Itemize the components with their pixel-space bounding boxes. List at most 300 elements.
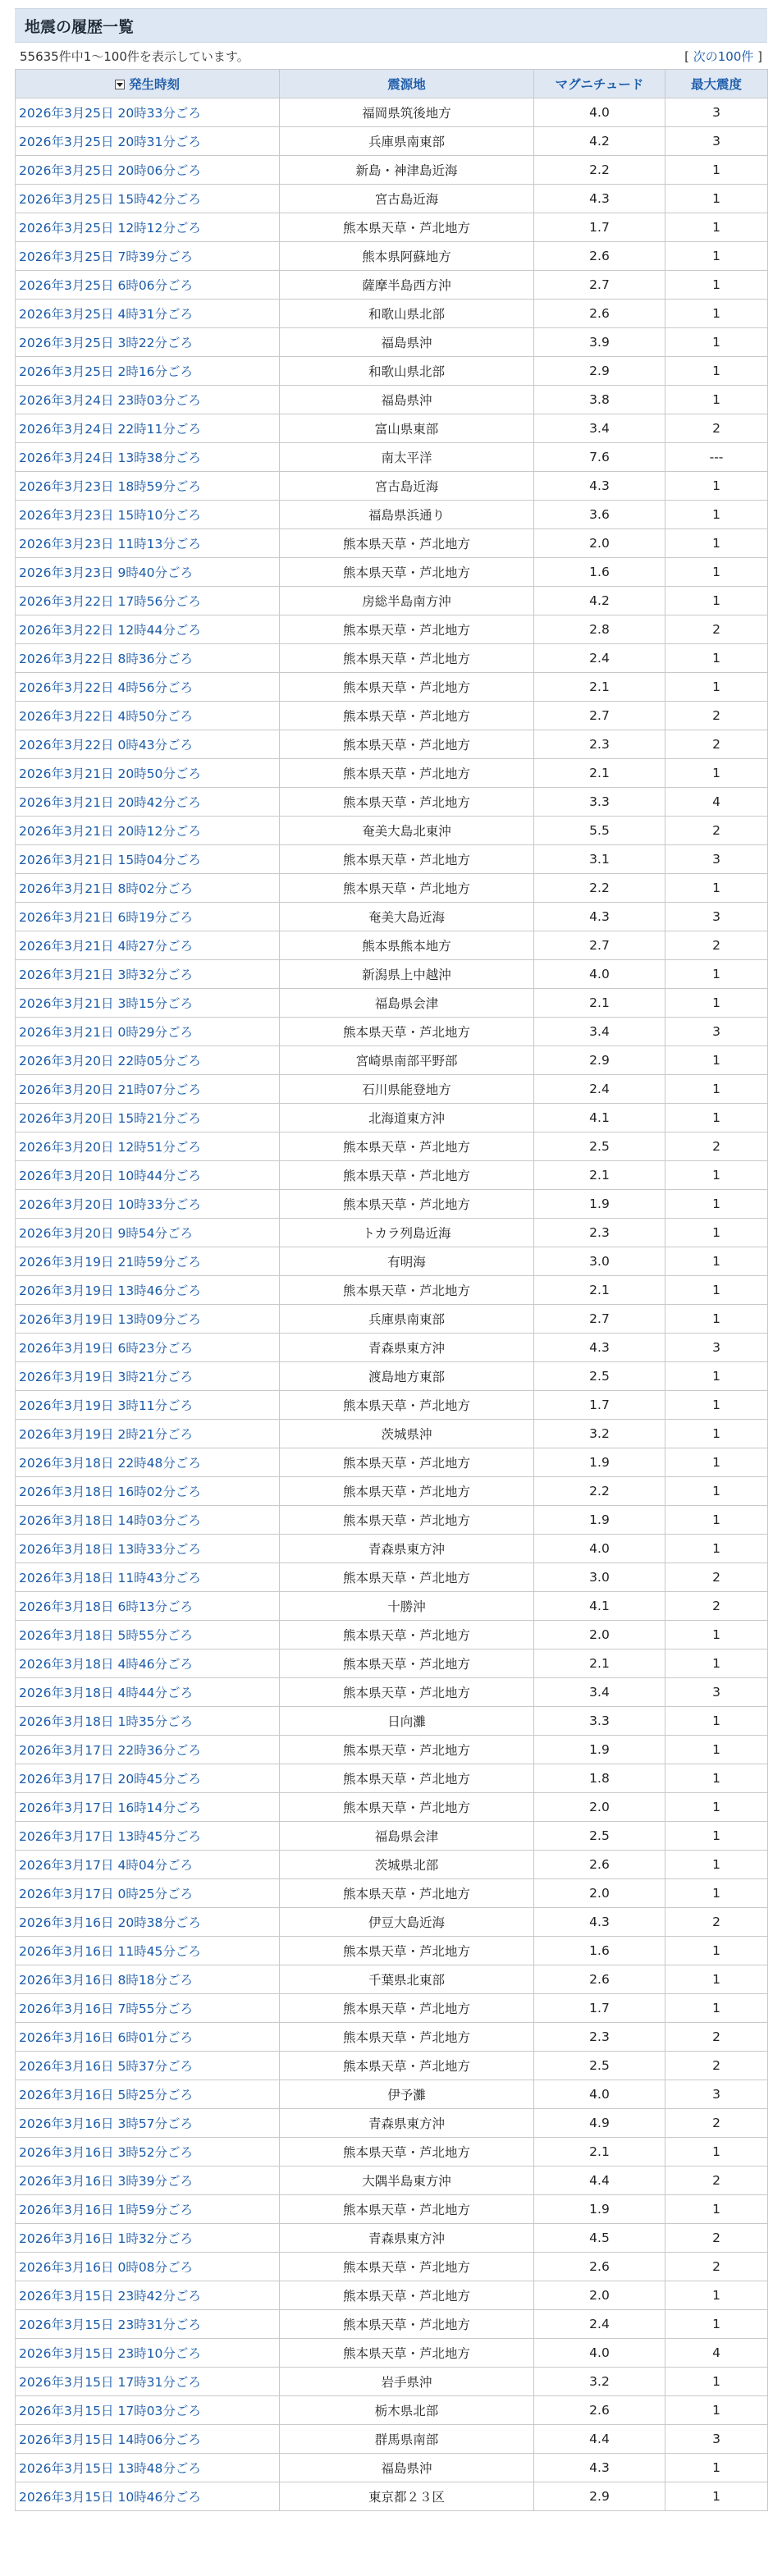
- cell-magnitude: 2.2: [534, 874, 665, 903]
- cell-magnitude: 2.2: [534, 156, 665, 185]
- cell-magnitude: 4.0: [534, 2339, 665, 2368]
- cell-time: [16, 587, 280, 615]
- cell-magnitude: 4.3: [534, 472, 665, 501]
- earthquake-time-link[interactable]: 2026年3月18日 4時46分ごろ: [19, 1657, 194, 1672]
- earthquake-time-link[interactable]: 2026年3月19日 13時46分ごろ: [19, 1283, 201, 1298]
- table-row: [16, 300, 768, 328]
- cell-intensity: 2: [665, 730, 768, 759]
- cell-epicenter: 熊本県天草・芦北地方: [280, 644, 534, 673]
- cell-intensity: 1: [665, 271, 768, 300]
- cell-epicenter: 千葉県北東部: [280, 1965, 534, 1994]
- cell-magnitude: 3.4: [534, 414, 665, 443]
- cell-epicenter: 熊本県天草・芦北地方: [280, 1391, 534, 1420]
- earthquake-time-link[interactable]: 2026年3月19日 13時09分ごろ: [19, 1312, 201, 1327]
- earthquake-time-link[interactable]: 2026年3月16日 11時45分ごろ: [19, 1944, 201, 1959]
- table-row: [16, 2224, 768, 2253]
- cell-magnitude: 4.1: [534, 1592, 665, 1621]
- earthquake-time-link[interactable]: 2026年3月16日 1時32分ごろ: [19, 2231, 194, 2246]
- table-row: [16, 1535, 768, 1563]
- cell-time: [16, 127, 280, 156]
- table-row: [16, 1937, 768, 1965]
- table-row: [16, 529, 768, 558]
- cell-intensity: 1: [665, 1362, 768, 1391]
- table-row: [16, 156, 768, 185]
- cell-magnitude: 2.7: [534, 931, 665, 960]
- table-row: [16, 1822, 768, 1851]
- earthquake-time-link[interactable]: 2026年3月17日 16時14分ごろ: [19, 1800, 201, 1815]
- cell-epicenter: 十勝沖: [280, 1592, 534, 1621]
- cell-intensity: 1: [665, 2482, 768, 2511]
- cell-epicenter: 熊本県天草・芦北地方: [280, 1018, 534, 1046]
- cell-time: [16, 386, 280, 414]
- cell-magnitude: 2.2: [534, 1477, 665, 1506]
- cell-time: [16, 1075, 280, 1104]
- cell-magnitude: 1.7: [534, 1994, 665, 2023]
- earthquake-time-link[interactable]: 2026年3月23日 18時59分ごろ: [19, 479, 201, 494]
- cell-time: [16, 1937, 280, 1965]
- cell-epicenter: 福島県浜通り: [280, 501, 534, 529]
- table-row: [16, 2368, 768, 2396]
- cell-intensity: 2: [665, 1908, 768, 1937]
- earthquake-time-link[interactable]: 2026年3月15日 23時42分ごろ: [19, 2289, 201, 2304]
- cell-intensity: 1: [665, 1305, 768, 1334]
- table-row: [16, 2138, 768, 2166]
- cell-epicenter: 福岡県筑後地方: [280, 98, 534, 127]
- cell-intensity: 3: [665, 98, 768, 127]
- table-row: [16, 2454, 768, 2482]
- earthquake-time-link[interactable]: 2026年3月16日 7時55分ごろ: [19, 2002, 194, 2016]
- cell-magnitude: 1.9: [534, 1448, 665, 1477]
- cell-intensity: 1: [665, 1448, 768, 1477]
- cell-epicenter: 岩手県沖: [280, 2368, 534, 2396]
- table-row: [16, 185, 768, 213]
- cell-magnitude: 2.9: [534, 357, 665, 386]
- earthquake-table: [15, 69, 768, 2511]
- cell-epicenter: 熊本県天草・芦北地方: [280, 1276, 534, 1305]
- earthquake-time-link[interactable]: 2026年3月21日 0時29分ごろ: [19, 1025, 194, 1040]
- earthquake-time-link[interactable]: 2026年3月25日 3時22分ごろ: [19, 336, 194, 350]
- earthquake-time-link[interactable]: 2026年3月16日 20時38分ごろ: [19, 1915, 201, 1930]
- cell-magnitude: 2.1: [534, 759, 665, 788]
- earthquake-time-link[interactable]: 2026年3月20日 9時54分ごろ: [19, 1226, 194, 1241]
- earthquake-time-link[interactable]: 2026年3月21日 20時50分ごろ: [19, 766, 201, 781]
- earthquake-time-link[interactable]: 2026年3月16日 3時57分ごろ: [19, 2116, 194, 2131]
- cell-intensity: 2: [665, 1592, 768, 1621]
- earthquake-time-link[interactable]: 2026年3月17日 13時45分ごろ: [19, 1829, 201, 1844]
- cell-magnitude: 2.0: [534, 529, 665, 558]
- cell-intensity: 1: [665, 529, 768, 558]
- earthquake-time-link[interactable]: 2026年3月18日 1時35分ごろ: [19, 1714, 194, 1729]
- cell-epicenter: 大隅半島東方沖: [280, 2166, 534, 2195]
- earthquake-time-link[interactable]: 2026年3月22日 4時50分ごろ: [19, 709, 194, 724]
- table-row: [16, 2080, 768, 2109]
- earthquake-time-link[interactable]: 2026年3月17日 0時25分ごろ: [19, 1887, 194, 1901]
- cell-epicenter: 福島県沖: [280, 2454, 534, 2482]
- cell-intensity: 1: [665, 2138, 768, 2166]
- cell-intensity: 1: [665, 1707, 768, 1736]
- cell-epicenter: 新潟県上中越沖: [280, 960, 534, 989]
- cell-time: [16, 1018, 280, 1046]
- earthquake-time-link[interactable]: 2026年3月23日 9時40分ごろ: [19, 565, 194, 580]
- cell-epicenter: 奄美大島近海: [280, 903, 534, 931]
- cell-intensity: 3: [665, 2425, 768, 2454]
- cell-intensity: 1: [665, 1764, 768, 1793]
- sort-descending-icon[interactable]: [115, 80, 125, 89]
- cell-magnitude: 1.9: [534, 1736, 665, 1764]
- cell-epicenter: 和歌山県北部: [280, 357, 534, 386]
- earthquake-time-link[interactable]: 2026年3月18日 14時03分ごろ: [19, 1513, 201, 1528]
- cell-magnitude: 2.7: [534, 271, 665, 300]
- cell-intensity: 2: [665, 2253, 768, 2281]
- table-row: [16, 1793, 768, 1822]
- cell-time: [16, 1046, 280, 1075]
- earthquake-time-link[interactable]: 2026年3月25日 12時12分ごろ: [19, 221, 201, 236]
- table-row: [16, 558, 768, 587]
- table-row: [16, 1018, 768, 1046]
- cell-epicenter: 熊本県天草・芦北地方: [280, 2138, 534, 2166]
- cell-time: [16, 1276, 280, 1305]
- earthquake-time-link[interactable]: 2026年3月21日 20時42分ごろ: [19, 795, 201, 810]
- earthquake-time-link[interactable]: 2026年3月18日 4時44分ごろ: [19, 1686, 194, 1700]
- earthquake-time-link[interactable]: 2026年3月19日 3時21分ごろ: [19, 1370, 194, 1384]
- earthquake-time-link[interactable]: 2026年3月21日 20時12分ごろ: [19, 824, 201, 839]
- cell-magnitude: 2.1: [534, 1161, 665, 1190]
- earthquake-time-link[interactable]: 2026年3月22日 8時36分ごろ: [19, 652, 194, 666]
- table-row: [16, 1104, 768, 1132]
- cell-magnitude: 2.1: [534, 1649, 665, 1678]
- earthquake-time-link[interactable]: 2026年3月16日 8時18分ごろ: [19, 1973, 194, 1988]
- cell-intensity: 1: [665, 1075, 768, 1104]
- cell-time: [16, 2281, 280, 2310]
- cell-intensity: 1: [665, 1477, 768, 1506]
- earthquake-time-link[interactable]: 2026年3月18日 5時55分ごろ: [19, 1628, 194, 1643]
- table-row: [16, 501, 768, 529]
- table-row: [16, 2023, 768, 2052]
- cell-magnitude: 7.6: [534, 443, 665, 472]
- earthquake-time-link[interactable]: 2026年3月20日 21時07分ごろ: [19, 1082, 201, 1097]
- earthquake-time-link[interactable]: 2026年3月16日 3時39分ごろ: [19, 2174, 194, 2189]
- cell-magnitude: 1.9: [534, 2195, 665, 2224]
- cell-time: [16, 903, 280, 931]
- cell-time: [16, 2454, 280, 2482]
- cell-epicenter: 熊本県天草・芦北地方: [280, 1477, 534, 1506]
- cell-time: [16, 989, 280, 1018]
- cell-intensity: 2: [665, 615, 768, 644]
- table-row: [16, 1420, 768, 1448]
- earthquake-time-link[interactable]: 2026年3月19日 2時21分ごろ: [19, 1427, 194, 1442]
- cell-epicenter: 福島県沖: [280, 328, 534, 357]
- earthquake-time-link[interactable]: 2026年3月16日 6時01分ごろ: [19, 2030, 194, 2045]
- cell-intensity: 1: [665, 2396, 768, 2425]
- cell-intensity: 3: [665, 1334, 768, 1362]
- cell-magnitude: 2.5: [534, 1362, 665, 1391]
- cell-time: [16, 443, 280, 472]
- cell-magnitude: 2.1: [534, 2138, 665, 2166]
- cell-magnitude: 5.5: [534, 817, 665, 845]
- earthquake-time-link[interactable]: 2026年3月22日 12時44分ごろ: [19, 623, 201, 638]
- cell-time: [16, 1793, 280, 1822]
- cell-time: [16, 2195, 280, 2224]
- cell-magnitude: 3.4: [534, 1678, 665, 1707]
- cell-time: [16, 2482, 280, 2511]
- earthquake-time-link[interactable]: 2026年3月24日 22時11分ごろ: [19, 422, 201, 437]
- table-row: [16, 730, 768, 759]
- cell-epicenter: 伊豆大島近海: [280, 1908, 534, 1937]
- cell-epicenter: 栃木県北部: [280, 2396, 534, 2425]
- table-row: [16, 328, 768, 357]
- cell-intensity: 2: [665, 414, 768, 443]
- cell-time: [16, 501, 280, 529]
- cell-epicenter: 熊本県天草・芦北地方: [280, 874, 534, 903]
- earthquake-time-link[interactable]: 2026年3月15日 13時48分ごろ: [19, 2461, 201, 2476]
- cell-epicenter: 熊本県天草・芦北地方: [280, 1937, 534, 1965]
- earthquake-time-link[interactable]: 2026年3月15日 17時03分ごろ: [19, 2404, 201, 2418]
- cell-magnitude: 3.3: [534, 1707, 665, 1736]
- earthquake-time-link[interactable]: 2026年3月16日 5時25分ごろ: [19, 2088, 194, 2102]
- cell-time: [16, 213, 280, 242]
- cell-time: [16, 2339, 280, 2368]
- next-page-link[interactable]: 次の100件: [693, 48, 754, 64]
- cell-epicenter: 新島・神津島近海: [280, 156, 534, 185]
- cell-time: [16, 2310, 280, 2339]
- column-header-time[interactable]: [16, 70, 280, 98]
- cell-epicenter: 熊本県天草・芦北地方: [280, 673, 534, 702]
- cell-time: [16, 1420, 280, 1448]
- cell-time: [16, 1678, 280, 1707]
- cell-epicenter: 熊本県天草・芦北地方: [280, 2281, 534, 2310]
- cell-magnitude: 3.9: [534, 328, 665, 357]
- table-row: [16, 1075, 768, 1104]
- cell-magnitude: 2.4: [534, 1075, 665, 1104]
- earthquake-time-link[interactable]: 2026年3月18日 13時33分ごろ: [19, 1542, 201, 1557]
- earthquake-time-link[interactable]: 2026年3月25日 20時31分ごろ: [19, 135, 201, 149]
- table-row: [16, 443, 768, 472]
- cell-time: [16, 472, 280, 501]
- table-row: [16, 2052, 768, 2080]
- earthquake-time-link[interactable]: 2026年3月16日 3時52分ごろ: [19, 2145, 194, 2160]
- cell-magnitude: 2.0: [534, 2281, 665, 2310]
- cell-time: [16, 357, 280, 386]
- cell-time: [16, 271, 280, 300]
- cell-epicenter: 有明海: [280, 1247, 534, 1276]
- cell-magnitude: 4.3: [534, 185, 665, 213]
- earthquake-time-link[interactable]: 2026年3月19日 3時11分ごろ: [19, 1398, 194, 1413]
- earthquake-time-link[interactable]: 2026年3月15日 10時46分ごろ: [19, 2490, 201, 2505]
- earthquake-time-link[interactable]: 2026年3月23日 15時10分ごろ: [19, 508, 201, 523]
- cell-intensity: 1: [665, 156, 768, 185]
- cell-time: [16, 1535, 280, 1563]
- earthquake-time-link[interactable]: 2026年3月22日 17時56分ごろ: [19, 594, 201, 609]
- cell-epicenter: 熊本県天草・芦北地方: [280, 1506, 534, 1535]
- table-row: [16, 1247, 768, 1276]
- cell-magnitude: 2.6: [534, 1851, 665, 1879]
- cell-time: [16, 1592, 280, 1621]
- earthquake-time-link[interactable]: 2026年3月21日 4時27分ごろ: [19, 939, 194, 954]
- cell-magnitude: 2.0: [534, 1879, 665, 1908]
- cell-intensity: 2: [665, 2052, 768, 2080]
- cell-intensity: 1: [665, 587, 768, 615]
- column-header-intensity[interactable]: 最大震度: [665, 70, 768, 98]
- earthquake-time-link[interactable]: 2026年3月24日 23時03分ごろ: [19, 393, 201, 408]
- earthquake-time-link[interactable]: 2026年3月15日 17時31分ごろ: [19, 2375, 201, 2390]
- cell-epicenter: 渡島地方東部: [280, 1362, 534, 1391]
- earthquake-time-link[interactable]: 2026年3月22日 0時43分ごろ: [19, 738, 194, 753]
- cell-time: [16, 788, 280, 817]
- earthquake-time-link[interactable]: 2026年3月25日 4時31分ごろ: [19, 307, 194, 322]
- table-row: [16, 414, 768, 443]
- cell-time: [16, 2425, 280, 2454]
- earthquake-time-link[interactable]: 2026年3月19日 21時59分ごろ: [19, 1255, 201, 1270]
- cell-magnitude: 4.0: [534, 98, 665, 127]
- cell-epicenter: 熊本県天草・芦北地方: [280, 1879, 534, 1908]
- cell-intensity: 1: [665, 2195, 768, 2224]
- cell-magnitude: 2.7: [534, 1305, 665, 1334]
- cell-intensity: 1: [665, 242, 768, 271]
- earthquake-time-link[interactable]: 2026年3月25日 15時42分ごろ: [19, 192, 201, 207]
- earthquake-time-link[interactable]: 2026年3月25日 20時33分ごろ: [19, 106, 201, 121]
- cell-time: [16, 1764, 280, 1793]
- cell-epicenter: 熊本県天草・芦北地方: [280, 558, 534, 587]
- table-row: [16, 1764, 768, 1793]
- earthquake-time-link[interactable]: 2026年3月21日 8時02分ごろ: [19, 881, 194, 896]
- table-row: [16, 1391, 768, 1420]
- cell-time: [16, 1104, 280, 1132]
- earthquake-time-link[interactable]: 2026年3月16日 1時59分ごろ: [19, 2203, 194, 2217]
- cell-epicenter: 南太平洋: [280, 443, 534, 472]
- table-row: [16, 1851, 768, 1879]
- table-row: [16, 98, 768, 127]
- cell-intensity: 1: [665, 1506, 768, 1535]
- cell-time: [16, 1391, 280, 1420]
- cell-epicenter: 茨城県北部: [280, 1851, 534, 1879]
- earthquake-time-link[interactable]: 2026年3月25日 6時06分ごろ: [19, 278, 194, 293]
- cell-intensity: 3: [665, 845, 768, 874]
- cell-epicenter: 房総半島南方沖: [280, 587, 534, 615]
- cell-magnitude: 3.6: [534, 501, 665, 529]
- earthquake-time-link[interactable]: 2026年3月25日 20時06分ごろ: [19, 163, 201, 178]
- earthquake-time-link[interactable]: 2026年3月21日 6時19分ごろ: [19, 910, 194, 925]
- cell-intensity: 1: [665, 673, 768, 702]
- cell-time: [16, 1219, 280, 1247]
- earthquake-time-link[interactable]: 2026年3月20日 10時44分ごろ: [19, 1169, 201, 1183]
- cell-time: [16, 673, 280, 702]
- pagination: [684, 48, 762, 65]
- earthquake-time-link[interactable]: 2026年3月24日 13時38分ごろ: [19, 451, 201, 465]
- earthquake-time-link[interactable]: 2026年3月20日 10時33分ごろ: [19, 1197, 201, 1212]
- cell-magnitude: 4.5: [534, 2224, 665, 2253]
- cell-time: [16, 1132, 280, 1161]
- cell-magnitude: 2.0: [534, 1793, 665, 1822]
- column-header-epicenter[interactable]: 震源地: [280, 70, 534, 98]
- table-row: [16, 989, 768, 1018]
- cell-time: [16, 1851, 280, 1879]
- earthquake-time-link[interactable]: 2026年3月25日 2時16分ごろ: [19, 364, 194, 379]
- cell-time: [16, 2253, 280, 2281]
- earthquake-time-link[interactable]: 2026年3月20日 15時21分ごろ: [19, 1111, 201, 1126]
- earthquake-time-link[interactable]: 2026年3月17日 22時36分ごろ: [19, 1743, 201, 1758]
- cell-epicenter: 熊本県天草・芦北地方: [280, 1190, 534, 1219]
- cell-epicenter: 熊本県天草・芦北地方: [280, 213, 534, 242]
- earthquake-time-link[interactable]: 2026年3月17日 4時04分ごろ: [19, 1858, 194, 1873]
- cell-time: [16, 328, 280, 357]
- table-row: [16, 1219, 768, 1247]
- cell-intensity: 3: [665, 1678, 768, 1707]
- cell-time: [16, 874, 280, 903]
- cell-time: [16, 1362, 280, 1391]
- cell-time: [16, 1334, 280, 1362]
- cell-magnitude: 2.6: [534, 2253, 665, 2281]
- table-row: [16, 1678, 768, 1707]
- cell-epicenter: 熊本県天草・芦北地方: [280, 759, 534, 788]
- cell-intensity: 1: [665, 2454, 768, 2482]
- cell-magnitude: 3.2: [534, 1420, 665, 1448]
- table-row: [16, 2253, 768, 2281]
- earthquake-time-link[interactable]: 2026年3月18日 6時13分ごろ: [19, 1599, 194, 1614]
- table-row: [16, 271, 768, 300]
- cell-epicenter: 熊本県天草・芦北地方: [280, 1161, 534, 1190]
- earthquake-time-link[interactable]: 2026年3月25日 7時39分ごろ: [19, 249, 194, 264]
- earthquake-time-link[interactable]: 2026年3月18日 16時02分ごろ: [19, 1485, 201, 1499]
- cell-epicenter: 福島県会津: [280, 1822, 534, 1851]
- earthquake-time-link[interactable]: 2026年3月22日 4時56分ごろ: [19, 680, 194, 695]
- cell-magnitude: 2.0: [534, 1621, 665, 1649]
- earthquake-time-link[interactable]: 2026年3月21日 3時32分ごろ: [19, 968, 194, 982]
- table-row: [16, 1362, 768, 1391]
- cell-time: [16, 644, 280, 673]
- cell-magnitude: 2.6: [534, 242, 665, 271]
- table-row: [16, 587, 768, 615]
- table-row: [16, 673, 768, 702]
- cell-epicenter: 熊本県天草・芦北地方: [280, 1678, 534, 1707]
- earthquake-time-link[interactable]: 2026年3月20日 12時51分ごろ: [19, 1140, 201, 1155]
- earthquake-time-link[interactable]: 2026年3月21日 3時15分ごろ: [19, 996, 194, 1011]
- cell-magnitude: 4.0: [534, 1535, 665, 1563]
- earthquake-time-link[interactable]: 2026年3月21日 15時04分ごろ: [19, 853, 201, 867]
- earthquake-time-link[interactable]: 2026年3月19日 6時23分ごろ: [19, 1341, 194, 1356]
- earthquake-time-link[interactable]: 2026年3月16日 0時08分ごろ: [19, 2260, 194, 2275]
- cell-time: [16, 414, 280, 443]
- earthquake-time-link[interactable]: 2026年3月18日 11時43分ごろ: [19, 1571, 201, 1585]
- cell-magnitude: 3.2: [534, 2368, 665, 2396]
- earthquake-time-link[interactable]: 2026年3月15日 23時10分ごろ: [19, 2346, 201, 2361]
- cell-time: [16, 2109, 280, 2138]
- earthquake-time-link[interactable]: 2026年3月15日 14時06分ごろ: [19, 2432, 201, 2447]
- earthquake-time-link[interactable]: 2026年3月20日 22時05分ごろ: [19, 1054, 201, 1068]
- cell-intensity: 2: [665, 817, 768, 845]
- earthquake-time-link[interactable]: 2026年3月17日 20時45分ごろ: [19, 1772, 201, 1787]
- earthquake-time-link[interactable]: 2026年3月23日 11時13分ごろ: [19, 537, 201, 551]
- table-row: [16, 2195, 768, 2224]
- cell-time: [16, 845, 280, 874]
- cell-magnitude: 3.0: [534, 1247, 665, 1276]
- earthquake-time-link[interactable]: 2026年3月15日 23時31分ごろ: [19, 2317, 201, 2332]
- cell-magnitude: 2.4: [534, 644, 665, 673]
- table-row: [16, 1305, 768, 1334]
- table-row: [16, 2166, 768, 2195]
- earthquake-time-link[interactable]: 2026年3月18日 22時48分ごろ: [19, 1456, 201, 1471]
- table-header-row: [16, 70, 768, 98]
- cell-time: [16, 1506, 280, 1535]
- cell-intensity: 1: [665, 1994, 768, 2023]
- cell-intensity: 1: [665, 558, 768, 587]
- column-header-magnitude[interactable]: マグニチュード: [534, 70, 665, 98]
- cell-epicenter: 熊本県天草・芦北地方: [280, 2023, 534, 2052]
- cell-epicenter: 熊本県天草・芦北地方: [280, 2339, 534, 2368]
- cell-intensity: 1: [665, 759, 768, 788]
- cell-intensity: 1: [665, 1276, 768, 1305]
- earthquake-time-link[interactable]: 2026年3月16日 5時37分ごろ: [19, 2059, 194, 2074]
- cell-magnitude: 2.3: [534, 1219, 665, 1247]
